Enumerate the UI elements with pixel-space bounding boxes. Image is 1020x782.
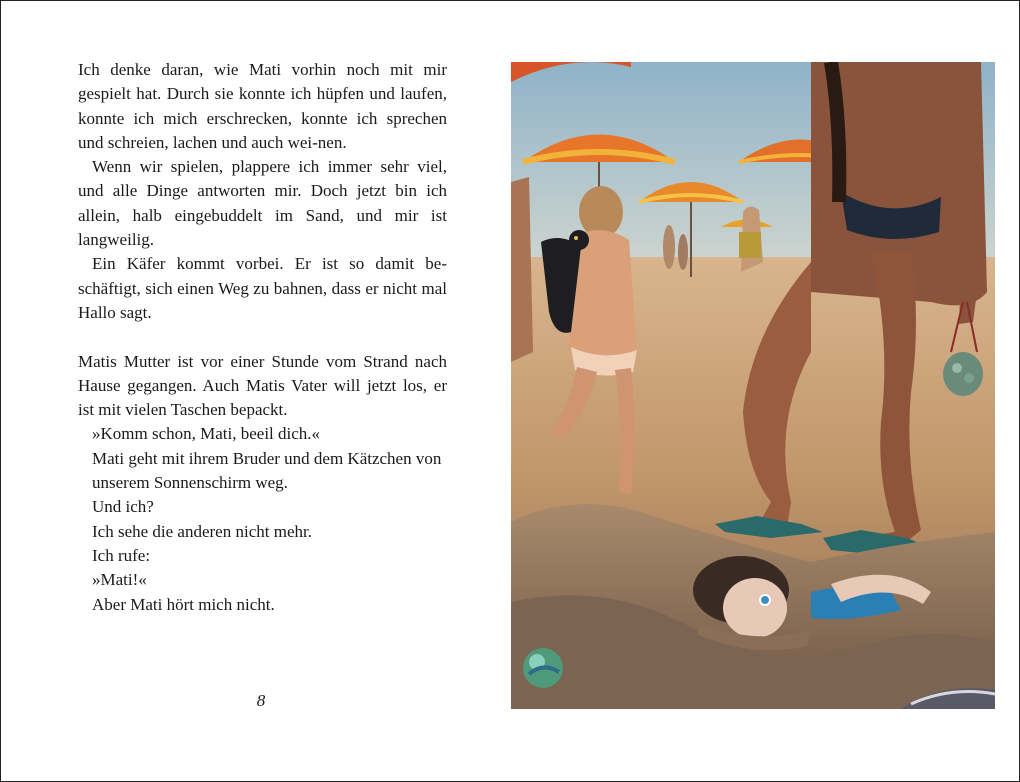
marble-icon <box>523 648 563 688</box>
beach-illustration <box>511 62 995 709</box>
text-line: Und ich? <box>92 497 154 517</box>
text-line: Aber Mati hört mich nicht. <box>92 594 275 614</box>
beach-scene-painting-icon <box>511 62 995 709</box>
paragraph-2: Wenn wir spielen, plappere ich immer sehr viel, und alle Dinge antworten mir. Doch jetzt bin ich allein, halb eingebuddelt im Sand, und mir ist langweilig. <box>78 157 447 250</box>
left-page-text <box>78 58 447 617</box>
paragraph-4: Matis Mutter ist vor einer Stunde vom Strand nach Hause gegangen. Auch Matis Vater will jetzt los, er ist mit vielen Taschen bepackt. <box>78 351 447 420</box>
text-line: Ich rufe: <box>92 545 151 565</box>
text-line: »Komm schon, Mati, beeil dich.« <box>92 424 321 444</box>
text-line: »Mati!« <box>92 570 147 590</box>
paragraph-1: Ich denke daran, wie Mati vorhin noch mit mir gespielt hat. Durch sie konnte ich hüpfen und laufen, konnte ich mich erschrecken, konnte ich sprechen und schreien, lachen und auch wei-nen. <box>78 60 447 152</box>
page-number: 8 <box>256 691 266 710</box>
paragraph-3: Ein Käfer kommt vorbei. Er ist so damit be-schäftigt, sich einen Weg zu bahnen, dass er nicht mal Hallo sagt. <box>78 254 447 322</box>
text-line: Mati geht mit ihrem Bruder und dem Kätzchen von unserem Sonnenschirm weg. <box>92 448 442 493</box>
text-line: Ich sehe die anderen nicht mehr. <box>92 521 312 541</box>
